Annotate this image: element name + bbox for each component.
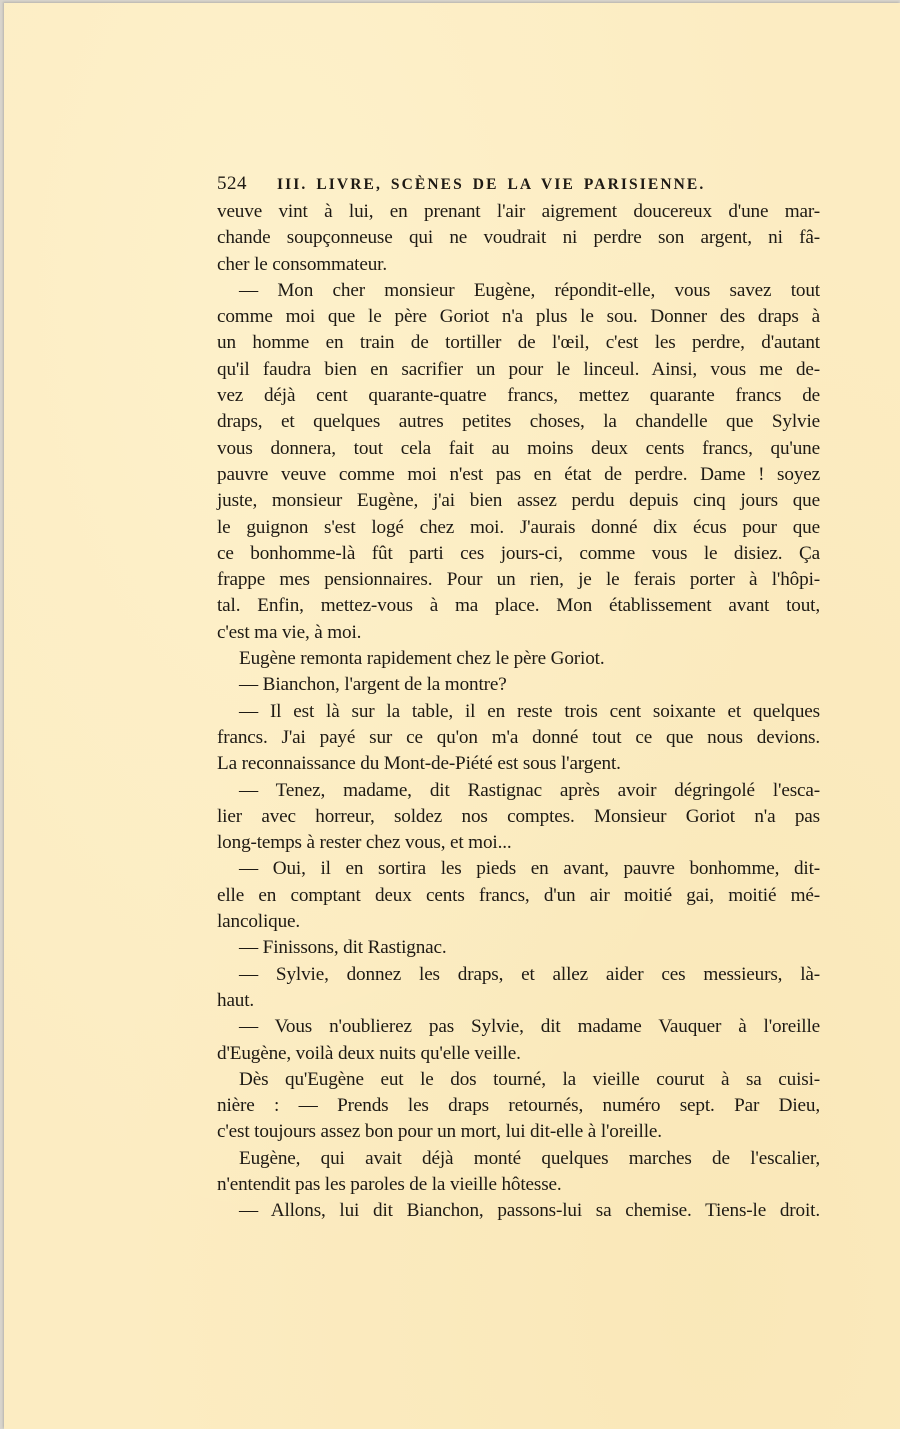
text-line: francs. J'ai payé sur ce qu'on m'a donné tout ce que nous devions. [217,726,820,748]
body-text [217,199,820,1225]
text-line: La reconnaissance du Mont-de-Piété est sous l'argent. [217,753,621,775]
text-line: — Mon cher monsieur Eugène, répondit-elle, vous savez tout [239,279,820,301]
text-line: c'est ma vie, à moi. [217,621,362,643]
text-line: draps, et quelques autres petites choses, la chandelle que Sylvie [217,411,820,433]
text-line: juste, monsieur Eugène, j'ai bien assez perdu depuis cinq jours que [217,490,820,512]
text-line: elle en comptant deux cents francs, d'un air moitié gai, moitié mé- [217,884,820,906]
text-line: Eugène remonta rapidement chez le père Goriot. [239,648,605,670]
text-line: Dès qu'Eugène eut le dos tourné, la vieille courut à sa cuisi- [239,1068,820,1090]
text-line: lancolique. [217,911,301,933]
text-line: frappe mes pensionnaires. Pour un rien, je le ferais porter à l'hôpi- [217,569,820,591]
text-line: — Tenez, madame, dit Rastignac après avoir dégringolé l'esca- [239,779,820,801]
text-line: — Allons, lui dit Bianchon, passons-lui sa chemise. Tiens-le droit. [239,1200,820,1222]
text-line: veuve vint à lui, en prenant l'air aigrement doucereux d'une mar- [217,201,820,222]
text-line: — Sylvie, donnez les draps, et allez aider ces messieurs, là- [239,963,820,985]
book-page [4,3,900,1429]
text-line: — Oui, il en sortira les pieds en avant, pauvre bonhomme, dit- [239,858,820,880]
text-line: — Finissons, dit Rastignac. [239,937,447,959]
text-line: chande soupçonneuse qui ne voudrait ni perdre son argent, ni fâ- [217,227,820,249]
page-number: 524 [217,173,247,194]
text-line: un homme en train de tortiller de l'œil, c'est les perdre, d'autant [217,332,820,354]
text-line: Eugène, qui avait déjà monté quelques marches de l'escalier, [239,1147,820,1169]
text-line: n'entendit pas les paroles de la vieille hôtesse. [217,1173,562,1195]
text-line: haut. [217,989,255,1011]
text-line: ce bonhomme-là fût parti ces jours-ci, comme vous le disiez. Ça [217,542,820,564]
text-line: vez déjà cent quarante-quatre francs, mettez quarante francs de [217,385,820,407]
text-line: cher le consommateur. [217,253,388,275]
text-line: c'est toujours assez bon pour un mort, lui dit-elle à l'oreille. [217,1121,662,1143]
text-line: lier avec horreur, soldez nos comptes. Monsieur Goriot n'a pas [217,805,820,827]
text-line: — Vous n'oublierez pas Sylvie, dit madame Vauquer à l'oreille [239,1016,820,1038]
text-line: — Bianchon, l'argent de la montre? [239,674,507,696]
text-line: long-temps à rester chez vous, et moi... [217,832,512,854]
text-line: comme moi que le père Goriot n'a plus le sou. Donner des draps à [217,306,820,328]
page-text-block [217,173,820,1225]
text-line: nière : — Prends les draps retournés, numéro sept. Par Dieu, [217,1095,820,1117]
text-line: qu'il faudra bien en sacrifier un pour le linceul. Ainsi, vous me de- [217,358,820,380]
text-line: tal. Enfin, mettez-vous à ma place. Mon établissement avant tout, [217,595,820,617]
text-line: d'Eugène, voilà deux nuits qu'elle veille. [217,1042,521,1064]
running-head [217,173,820,199]
text-line: vous donnera, tout cela fait au moins deux cents francs, qu'une [217,437,820,459]
text-line: le guignon s'est logé chez moi. J'aurais donné dix écus pour que [217,516,820,538]
text-line: — Il est là sur la table, il en reste trois cent soixante et quelques [239,700,820,722]
text-line: pauvre veuve comme moi n'est pas en état de perdre. Dame ! soyez [217,463,820,485]
running-head-title: III. LIVRE, SCÈNES DE LA VIE PARISIENNE. [277,176,706,193]
